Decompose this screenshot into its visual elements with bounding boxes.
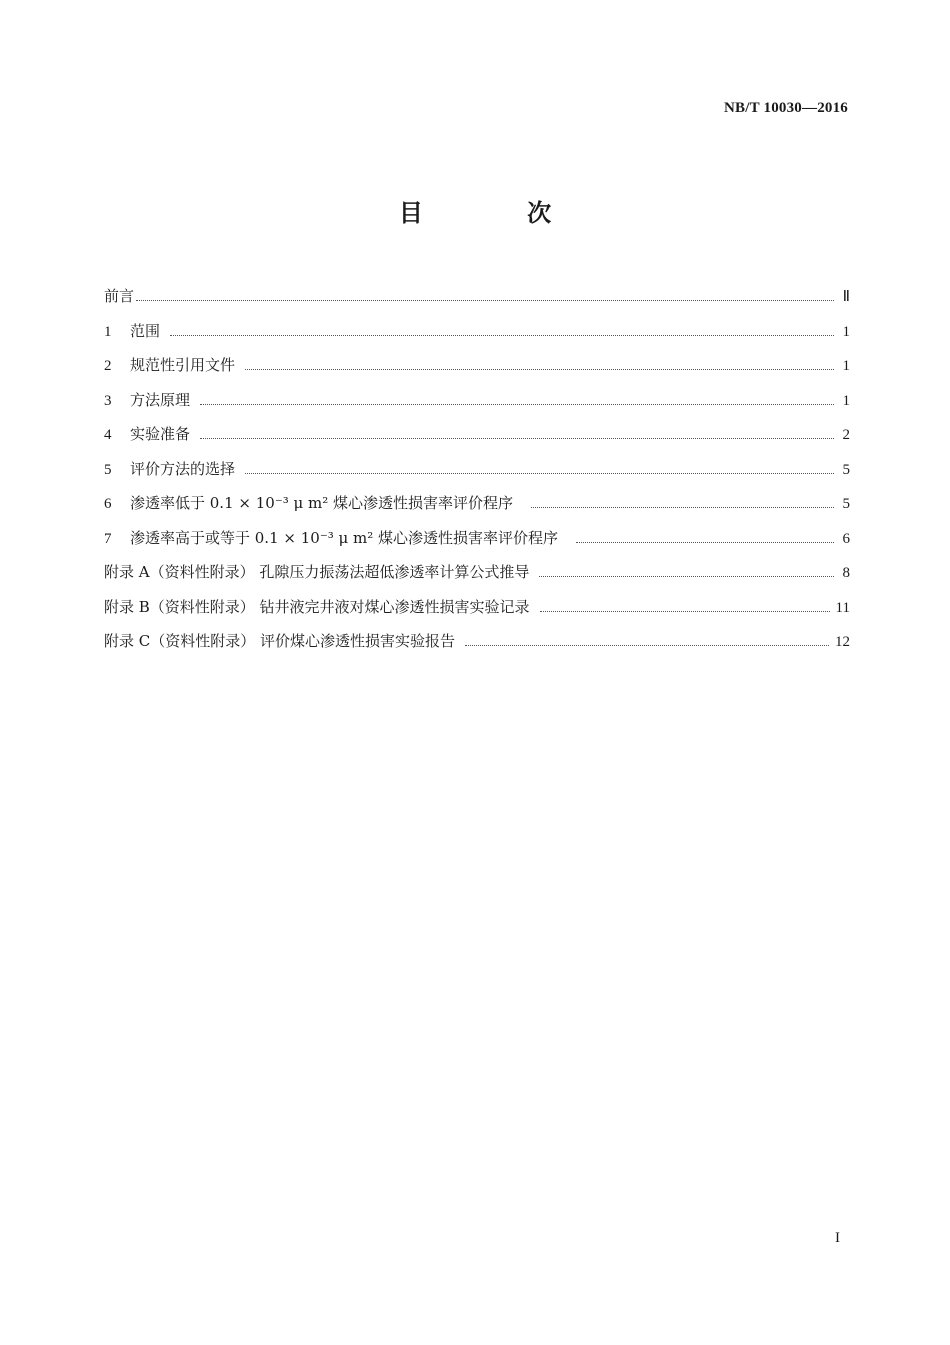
toc-leader-dots <box>531 506 834 508</box>
toc-entry-label: 评价方法的选择 <box>130 459 236 478</box>
toc-entry-page: 11 <box>835 599 850 616</box>
toc-leader-dots <box>465 644 829 646</box>
toc-entry-page: 1 <box>842 358 850 374</box>
toc-entry-label: 实验准备 <box>130 425 191 443</box>
toc-leader-dots <box>540 610 830 612</box>
toc-entry-page: 1 <box>842 323 850 340</box>
toc-entry-number: 4 <box>104 427 112 443</box>
toc-entry-number: 3 <box>104 392 112 409</box>
toc-entry[interactable] <box>104 629 850 664</box>
toc-leader-dots <box>200 403 834 405</box>
toc-entry[interactable] <box>104 422 850 457</box>
toc-entry[interactable] <box>104 526 850 561</box>
toc-entry-label: 范围 <box>130 321 161 340</box>
toc-entry-label: 渗透率低于 0.1 × 10⁻³ μ m² 煤心渗透性损害率评价程序 <box>130 494 514 512</box>
toc-entry-number: 5 <box>104 461 112 478</box>
toc-entry[interactable] <box>104 560 850 595</box>
toc-entry-label: 规范性引用文件 <box>130 356 236 374</box>
toc-entry-label: 附录 B（资料性附录） 钻井液完井液对煤心渗透性损害实验记录 <box>104 597 530 616</box>
toc-entry-number: 1 <box>104 323 112 340</box>
toc-leader-dots <box>170 334 834 336</box>
toc-entry-page: 2 <box>842 427 850 443</box>
toc-entry-number: 7 <box>104 530 112 547</box>
toc-entry-label: 附录 A（资料性附录） 孔隙压力振荡法超低渗透率计算公式推导 <box>104 563 530 581</box>
toc-leader-dots <box>200 437 834 439</box>
toc-entry-page: Ⅱ <box>842 289 850 305</box>
toc-entry[interactable] <box>104 595 850 630</box>
toc-leader-dots <box>136 299 834 301</box>
toc-entry-label: 渗透率高于或等于 0.1 × 10⁻³ μ m² 煤心渗透性损害率评价程序 <box>130 528 559 547</box>
toc-leader-dots <box>245 368 834 370</box>
toc-entry-number: 2 <box>104 358 112 374</box>
table-of-contents <box>104 284 850 664</box>
toc-leader-dots <box>539 575 834 577</box>
toc-entry-page: 5 <box>842 496 850 512</box>
toc-entry[interactable] <box>104 284 850 319</box>
standard-code: NB/T 10030—2016 <box>724 100 848 116</box>
toc-entry-page: 5 <box>842 461 850 478</box>
toc-entry[interactable] <box>104 353 850 388</box>
toc-entry-page: 8 <box>842 565 850 581</box>
toc-entry-page: 1 <box>842 392 850 409</box>
toc-entry-page: 12 <box>835 634 850 650</box>
page-title: 目 次 <box>398 199 600 227</box>
toc-entry[interactable] <box>104 491 850 526</box>
toc-entry[interactable] <box>104 388 850 423</box>
toc-leader-dots <box>245 472 834 474</box>
toc-leader-dots <box>576 541 834 543</box>
toc-entry-label: 方法原理 <box>130 390 191 409</box>
toc-entry-number: 6 <box>104 496 112 512</box>
toc-entry[interactable] <box>104 319 850 354</box>
toc-entry-label: 前言 <box>104 287 135 305</box>
toc-entry-page: 6 <box>842 530 850 547</box>
page-number: I <box>835 1230 840 1246</box>
toc-entry-label: 附录 C（资料性附录） 评价煤心渗透性损害实验报告 <box>104 632 456 650</box>
toc-entry[interactable] <box>104 457 850 492</box>
